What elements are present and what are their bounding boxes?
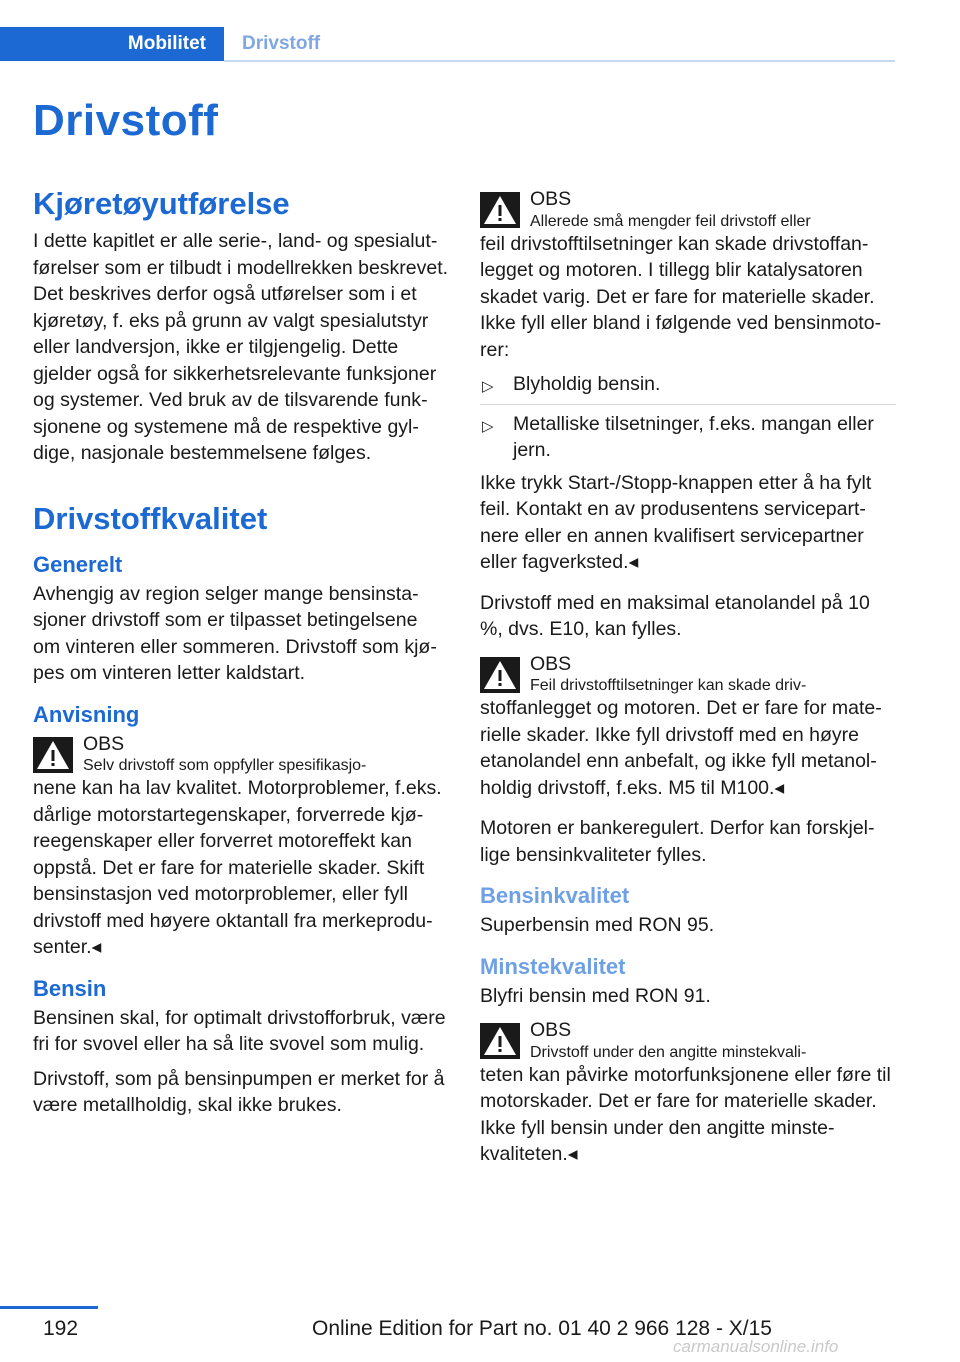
subheading-general: Generelt <box>33 551 123 577</box>
vehicle-version-text: I dette kapitlet er alle serie-, land- og spesialutførelser som er tilbudt i modellrekken beskrevet. Det beskrives derfor også utførelser som i et kjøretøy, f. eks på grunn av valgt spesialutstyr eller landversjon, ikke er tilgjengelig. Dette gjelder også for sikkerhetsrelevante funksjoner og systemer. Ved bruk av de tilsvarende funksjonene og systemene må de respektive gyldige, nasjonale bestemmelsene følges. <box>33 230 449 464</box>
list-item-text: Metalliske tilsetninger, f.eks. mangan eller jern. <box>513 412 874 461</box>
warning-text-first: Drivstoff under den angitte minstekvali- <box>530 1043 807 1061</box>
petrol-text-2: Drivstoff, som på bensinpumpen er merket for å være metallholdig, skal ikke brukes. <box>33 1067 445 1116</box>
section-heading-vehicle-version: Kjøretøyutførelse <box>33 186 290 221</box>
list-item-text: Blyholdig bensin. <box>513 373 661 395</box>
list-item <box>480 371 896 405</box>
list-item <box>480 411 896 464</box>
subheading-notice: Anvisning <box>33 701 140 727</box>
warning-icon <box>480 1023 520 1059</box>
tab-mobilitet[interactable]: Mobilitet <box>0 27 224 61</box>
warning-label: OBS <box>530 188 572 210</box>
tab-drivstoff[interactable]: Drivstoff <box>242 33 321 54</box>
warning-icon <box>480 192 520 228</box>
warning-text: feil drivstofftilsetninger kan skade drivstoffanlegget og motoren. I tillegg blir katalysatoren skadet varig. Det er fare for materielle skader. Ikke fyll eller bland i følgende ved bensinmotorer: <box>480 232 882 361</box>
header-divider <box>224 60 895 62</box>
warning-text-first: Allerede små mengder feil drivstoff eller <box>530 212 811 230</box>
header-bar <box>0 0 895 62</box>
warning-text: nene kan ha lav kvalitet. Motorproblemer, f.eks. dårlige motorstartegenskaper, forverrede kjøreegenskaper eller forverret motoreffekt kan oppstå. Det er fare for materielle skader. Skift bensinstasjon ved motorproblemer, eller fyll drivstoff med høyere oktantall fra merkeprodusenter.◂ <box>33 777 442 958</box>
warning-text: teten kan påvirke motorfunksjonene eller føre til motorskader. Det er fare for materielle skader. Ikke fyll bensin under den angitte minstekvaliteten.◂ <box>480 1063 891 1165</box>
left-column <box>33 186 449 1119</box>
minimum-quality-text: Blyfri bensin med RON 91. <box>480 984 711 1007</box>
page-number: 192 <box>43 1317 79 1340</box>
warning-block <box>480 1017 896 1168</box>
warning-block <box>480 186 896 363</box>
warning-text: stoffanlegget og motoren. Det er fare for materielle skader. Ikke fyll drivstoff med en høyre etanolandel enn anbefalt, og ikke fyll metanolholdig drivstoff, f.eks. M5 til M100.◂ <box>480 697 882 799</box>
page-title: Drivstoff <box>33 96 219 145</box>
petrol-quality-text: Superbensin med RON 95. <box>480 914 715 936</box>
right-column <box>480 186 896 1168</box>
general-text: Avhengig av region selger mange bensinstasjoner drivstoff som er tilpasset betingelsene om vinteren eller sommeren. Drivstoff som kjøpes om vinteren letter kaldstart. <box>33 582 437 684</box>
section-heading-fuel-quality: Drivstoffkvalitet <box>33 500 268 536</box>
warning-label: OBS <box>530 652 572 675</box>
subheading-petrol-quality: Bensinkvalitet <box>480 883 630 908</box>
triangle-bullet-icon: ▷ <box>482 378 494 395</box>
edition-text: Online Edition for Part no. 01 40 2 966 128 - X/15 <box>312 1317 772 1340</box>
subheading-petrol: Bensin <box>33 975 107 1001</box>
warning-text-first: Selv drivstoff som oppfyller spesifikasjo- <box>83 757 367 774</box>
warning-block <box>33 731 449 961</box>
triangle-bullet-icon: ▷ <box>482 417 494 435</box>
footer-accent-bar <box>0 1306 98 1309</box>
warning-label: OBS <box>83 732 125 755</box>
warning-label: OBS <box>530 1019 572 1041</box>
knock-control-text: Motoren er bankeregulert. Derfor kan forskjellige bensinkvaliteter fylles. <box>480 817 875 866</box>
prohibited-additives-list <box>480 371 896 464</box>
petrol-text-1: Bensinen skal, for optimalt drivstofforbruk, være fri for svovel eller ha så lite svovel som mulig. <box>33 1006 446 1055</box>
after-misfuel-text: Ikke trykk Start-/Stopp-knappen etter å ha fylt feil. Kontakt en av produsentens servicepartnere eller en annen kvalifisert servicepartner eller fagverksted.◂ <box>480 471 872 573</box>
warning-icon <box>33 737 73 773</box>
watermark: carmanualsonline.info <box>673 1337 839 1356</box>
warning-icon <box>480 657 520 693</box>
ethanol-text: Drivstoff med en maksimal etanolandel på 10 %, dvs. E10, kan fylles. <box>480 591 870 640</box>
subheading-minimum-quality: Minstekvalitet <box>480 953 626 979</box>
warning-text-first: Feil drivstofftilsetninger kan skade driv- <box>530 677 807 694</box>
warning-block <box>480 651 896 802</box>
